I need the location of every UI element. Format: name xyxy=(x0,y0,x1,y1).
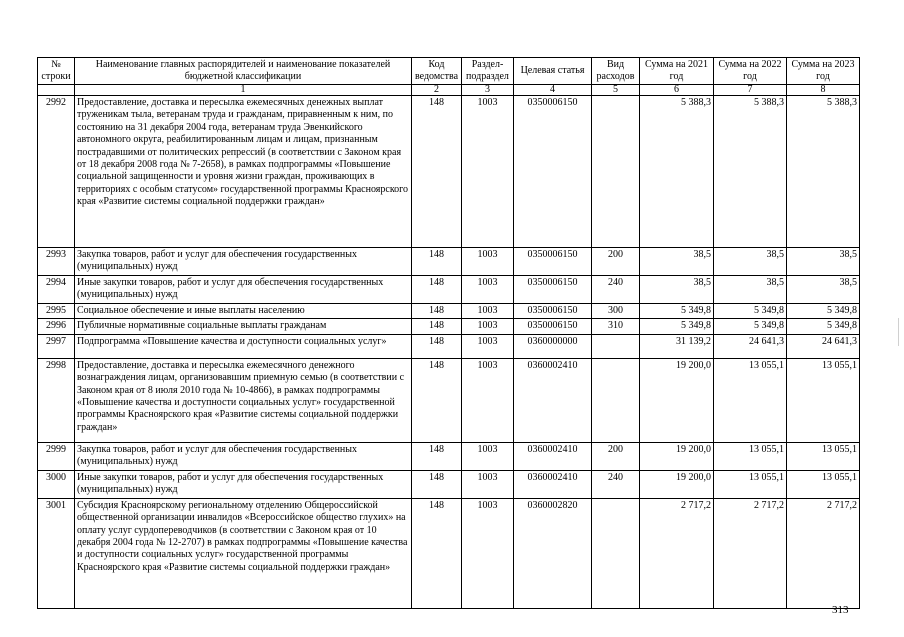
table-row xyxy=(38,470,860,498)
column-number: 7 xyxy=(714,85,787,96)
table-row xyxy=(38,334,860,358)
table-row xyxy=(38,442,860,470)
sum-2022: 5 349,8 xyxy=(714,304,787,319)
dept-code: 148 xyxy=(412,442,462,470)
sum-2023: 5 349,8 xyxy=(787,304,860,319)
target-code: 0350006150 xyxy=(514,304,592,319)
column-number xyxy=(38,85,75,96)
sum-2022: 24 641,3 xyxy=(714,334,787,358)
target-code: 0360002410 xyxy=(514,470,592,498)
scan-edge-mark xyxy=(898,318,899,346)
sum-2021: 19 200,0 xyxy=(640,470,714,498)
column-number: 1 xyxy=(75,85,412,96)
sum-2022: 5 388,3 xyxy=(714,96,787,248)
sum-2023: 38,5 xyxy=(787,248,860,276)
sum-2023: 5 349,8 xyxy=(787,319,860,334)
target-code: 0360000000 xyxy=(514,334,592,358)
row-number: 2999 xyxy=(38,442,75,470)
row-name: Закупка товаров, работ и услуг для обеспечения государственных (муниципальных) нужд xyxy=(75,248,412,276)
expense-type: 240 xyxy=(592,276,640,304)
sum-2021: 5 349,8 xyxy=(640,319,714,334)
expense-type xyxy=(592,334,640,358)
header-sum-2022: Сумма на 2022 год xyxy=(714,58,787,85)
table-row xyxy=(38,276,860,304)
row-number: 2998 xyxy=(38,358,75,442)
row-number: 3001 xyxy=(38,498,75,608)
row-number: 2992 xyxy=(38,96,75,248)
column-number: 2 xyxy=(412,85,462,96)
row-number: 2994 xyxy=(38,276,75,304)
header-sum-2021: Сумма на 2021 год xyxy=(640,58,714,85)
budget-table xyxy=(37,57,860,609)
header-name: Наименование главных распорядителей и наименование показателей бюджетной классификации xyxy=(75,58,412,85)
page-number: 313 xyxy=(832,604,849,616)
target-code: 0350006150 xyxy=(514,248,592,276)
section-code: 1003 xyxy=(462,358,514,442)
sum-2023: 5 388,3 xyxy=(787,96,860,248)
sum-2022: 5 349,8 xyxy=(714,319,787,334)
dept-code: 148 xyxy=(412,319,462,334)
row-name: Субсидия Красноярскому региональному отделению Общероссийской общественной организации инвалидов «Всероссийское общество глухих» на оплату услуг сурдопереводчиков (в соответствии с Законом края от 10 декабря 2004 года № 12-2707) в рамках подпрограммы «Повышение качества и доступности социальных услуг» государственной программы Красноярского края «Развитие системы социальной поддержки граждан» xyxy=(75,498,412,608)
column-number: 8 xyxy=(787,85,860,96)
section-code: 1003 xyxy=(462,96,514,248)
sum-2021: 38,5 xyxy=(640,248,714,276)
table-row xyxy=(38,96,860,248)
section-code: 1003 xyxy=(462,334,514,358)
expense-type xyxy=(592,498,640,608)
row-number: 2996 xyxy=(38,319,75,334)
row-name: Предоставление, доставка и пересылка ежемесячного денежного вознаграждения лицам, организовавшим приемную семью (в соответствии с Законом края от 8 июля 2010 года № 10-4866), в рамках подпрограммы «Повышение качества и доступности социальных услуг» государственной программы Красноярского края «Развитие системы социальной поддержки граждан» xyxy=(75,358,412,442)
header-section: Раздел- подраздел xyxy=(462,58,514,85)
target-code: 0360002410 xyxy=(514,442,592,470)
row-name: Закупка товаров, работ и услуг для обеспечения государственных (муниципальных) нужд xyxy=(75,442,412,470)
sum-2023: 2 717,2 xyxy=(787,498,860,608)
row-number: 2995 xyxy=(38,304,75,319)
expense-type: 200 xyxy=(592,442,640,470)
sum-2022: 13 055,1 xyxy=(714,470,787,498)
column-number: 5 xyxy=(592,85,640,96)
section-code: 1003 xyxy=(462,276,514,304)
header-target: Целевая статья xyxy=(514,58,592,85)
target-code: 0350006150 xyxy=(514,276,592,304)
section-code: 1003 xyxy=(462,248,514,276)
table-row xyxy=(38,304,860,319)
expense-type: 200 xyxy=(592,248,640,276)
header-expense-type: Вид расходов xyxy=(592,58,640,85)
row-number: 2993 xyxy=(38,248,75,276)
sum-2021: 38,5 xyxy=(640,276,714,304)
row-number: 2997 xyxy=(38,334,75,358)
dept-code: 148 xyxy=(412,248,462,276)
row-name: Подпрограмма «Повышение качества и доступности социальных услуг» xyxy=(75,334,412,358)
dept-code: 148 xyxy=(412,470,462,498)
table-row xyxy=(38,319,860,334)
section-code: 1003 xyxy=(462,304,514,319)
sum-2021: 2 717,2 xyxy=(640,498,714,608)
sum-2022: 38,5 xyxy=(714,276,787,304)
row-name: Предоставление, доставка и пересылка ежемесячных денежных выплат труженикам тыла, ветеранам труда и гражданам, приравненным к ним, по состоянию на 31 декабря 2004 года, ветеранам труда Эвенкийского автономного округа, реабилитированным лицам и лицам, признанным пострадавшими от политических репрессий (в соответствии с Законом края от 18 декабря 2008 года № 7-2658), в рамках подпрограммы «Повышение социальной защищенности и уровня жизни граждан, проживающих в территориях с особым статусом» государственной программы Красноярского края «Развитие системы социальной поддержки граждан» xyxy=(75,96,412,248)
sum-2023: 13 055,1 xyxy=(787,358,860,442)
section-code: 1003 xyxy=(462,442,514,470)
section-code: 1003 xyxy=(462,319,514,334)
table-row xyxy=(38,498,860,608)
sum-2022: 2 717,2 xyxy=(714,498,787,608)
sum-2023: 13 055,1 xyxy=(787,470,860,498)
target-code: 0350006150 xyxy=(514,96,592,248)
section-code: 1003 xyxy=(462,498,514,608)
sum-2022: 13 055,1 xyxy=(714,442,787,470)
sum-2021: 5 388,3 xyxy=(640,96,714,248)
sum-2021: 19 200,0 xyxy=(640,358,714,442)
sum-2021: 19 200,0 xyxy=(640,442,714,470)
expense-type xyxy=(592,96,640,248)
expense-type: 240 xyxy=(592,470,640,498)
dept-code: 148 xyxy=(412,358,462,442)
expense-type xyxy=(592,358,640,442)
table-row xyxy=(38,248,860,276)
dept-code: 148 xyxy=(412,96,462,248)
column-number: 4 xyxy=(514,85,592,96)
sum-2023: 13 055,1 xyxy=(787,442,860,470)
sum-2021: 5 349,8 xyxy=(640,304,714,319)
sum-2023: 38,5 xyxy=(787,276,860,304)
sum-2021: 31 139,2 xyxy=(640,334,714,358)
row-name: Социальное обеспечение и иные выплаты населению xyxy=(75,304,412,319)
header-row xyxy=(38,58,860,85)
target-code: 0360002820 xyxy=(514,498,592,608)
sum-2023: 24 641,3 xyxy=(787,334,860,358)
section-code: 1003 xyxy=(462,470,514,498)
dept-code: 148 xyxy=(412,334,462,358)
expense-type: 310 xyxy=(592,319,640,334)
table-row xyxy=(38,358,860,442)
expense-type: 300 xyxy=(592,304,640,319)
target-code: 0350006150 xyxy=(514,319,592,334)
dept-code: 148 xyxy=(412,276,462,304)
target-code: 0360002410 xyxy=(514,358,592,442)
column-number: 6 xyxy=(640,85,714,96)
header-dept-code: Код ведомства xyxy=(412,58,462,85)
column-number-row xyxy=(38,85,860,96)
row-name: Публичные нормативные социальные выплаты гражданам xyxy=(75,319,412,334)
header-row-no: № строки xyxy=(38,58,75,85)
row-name: Иные закупки товаров, работ и услуг для обеспечения государственных (муниципальных) нужд xyxy=(75,276,412,304)
sum-2022: 13 055,1 xyxy=(714,358,787,442)
dept-code: 148 xyxy=(412,498,462,608)
row-number: 3000 xyxy=(38,470,75,498)
row-name: Иные закупки товаров, работ и услуг для обеспечения государственных (муниципальных) нужд xyxy=(75,470,412,498)
header-sum-2023: Сумма на 2023 год xyxy=(787,58,860,85)
column-number: 3 xyxy=(462,85,514,96)
dept-code: 148 xyxy=(412,304,462,319)
sum-2022: 38,5 xyxy=(714,248,787,276)
